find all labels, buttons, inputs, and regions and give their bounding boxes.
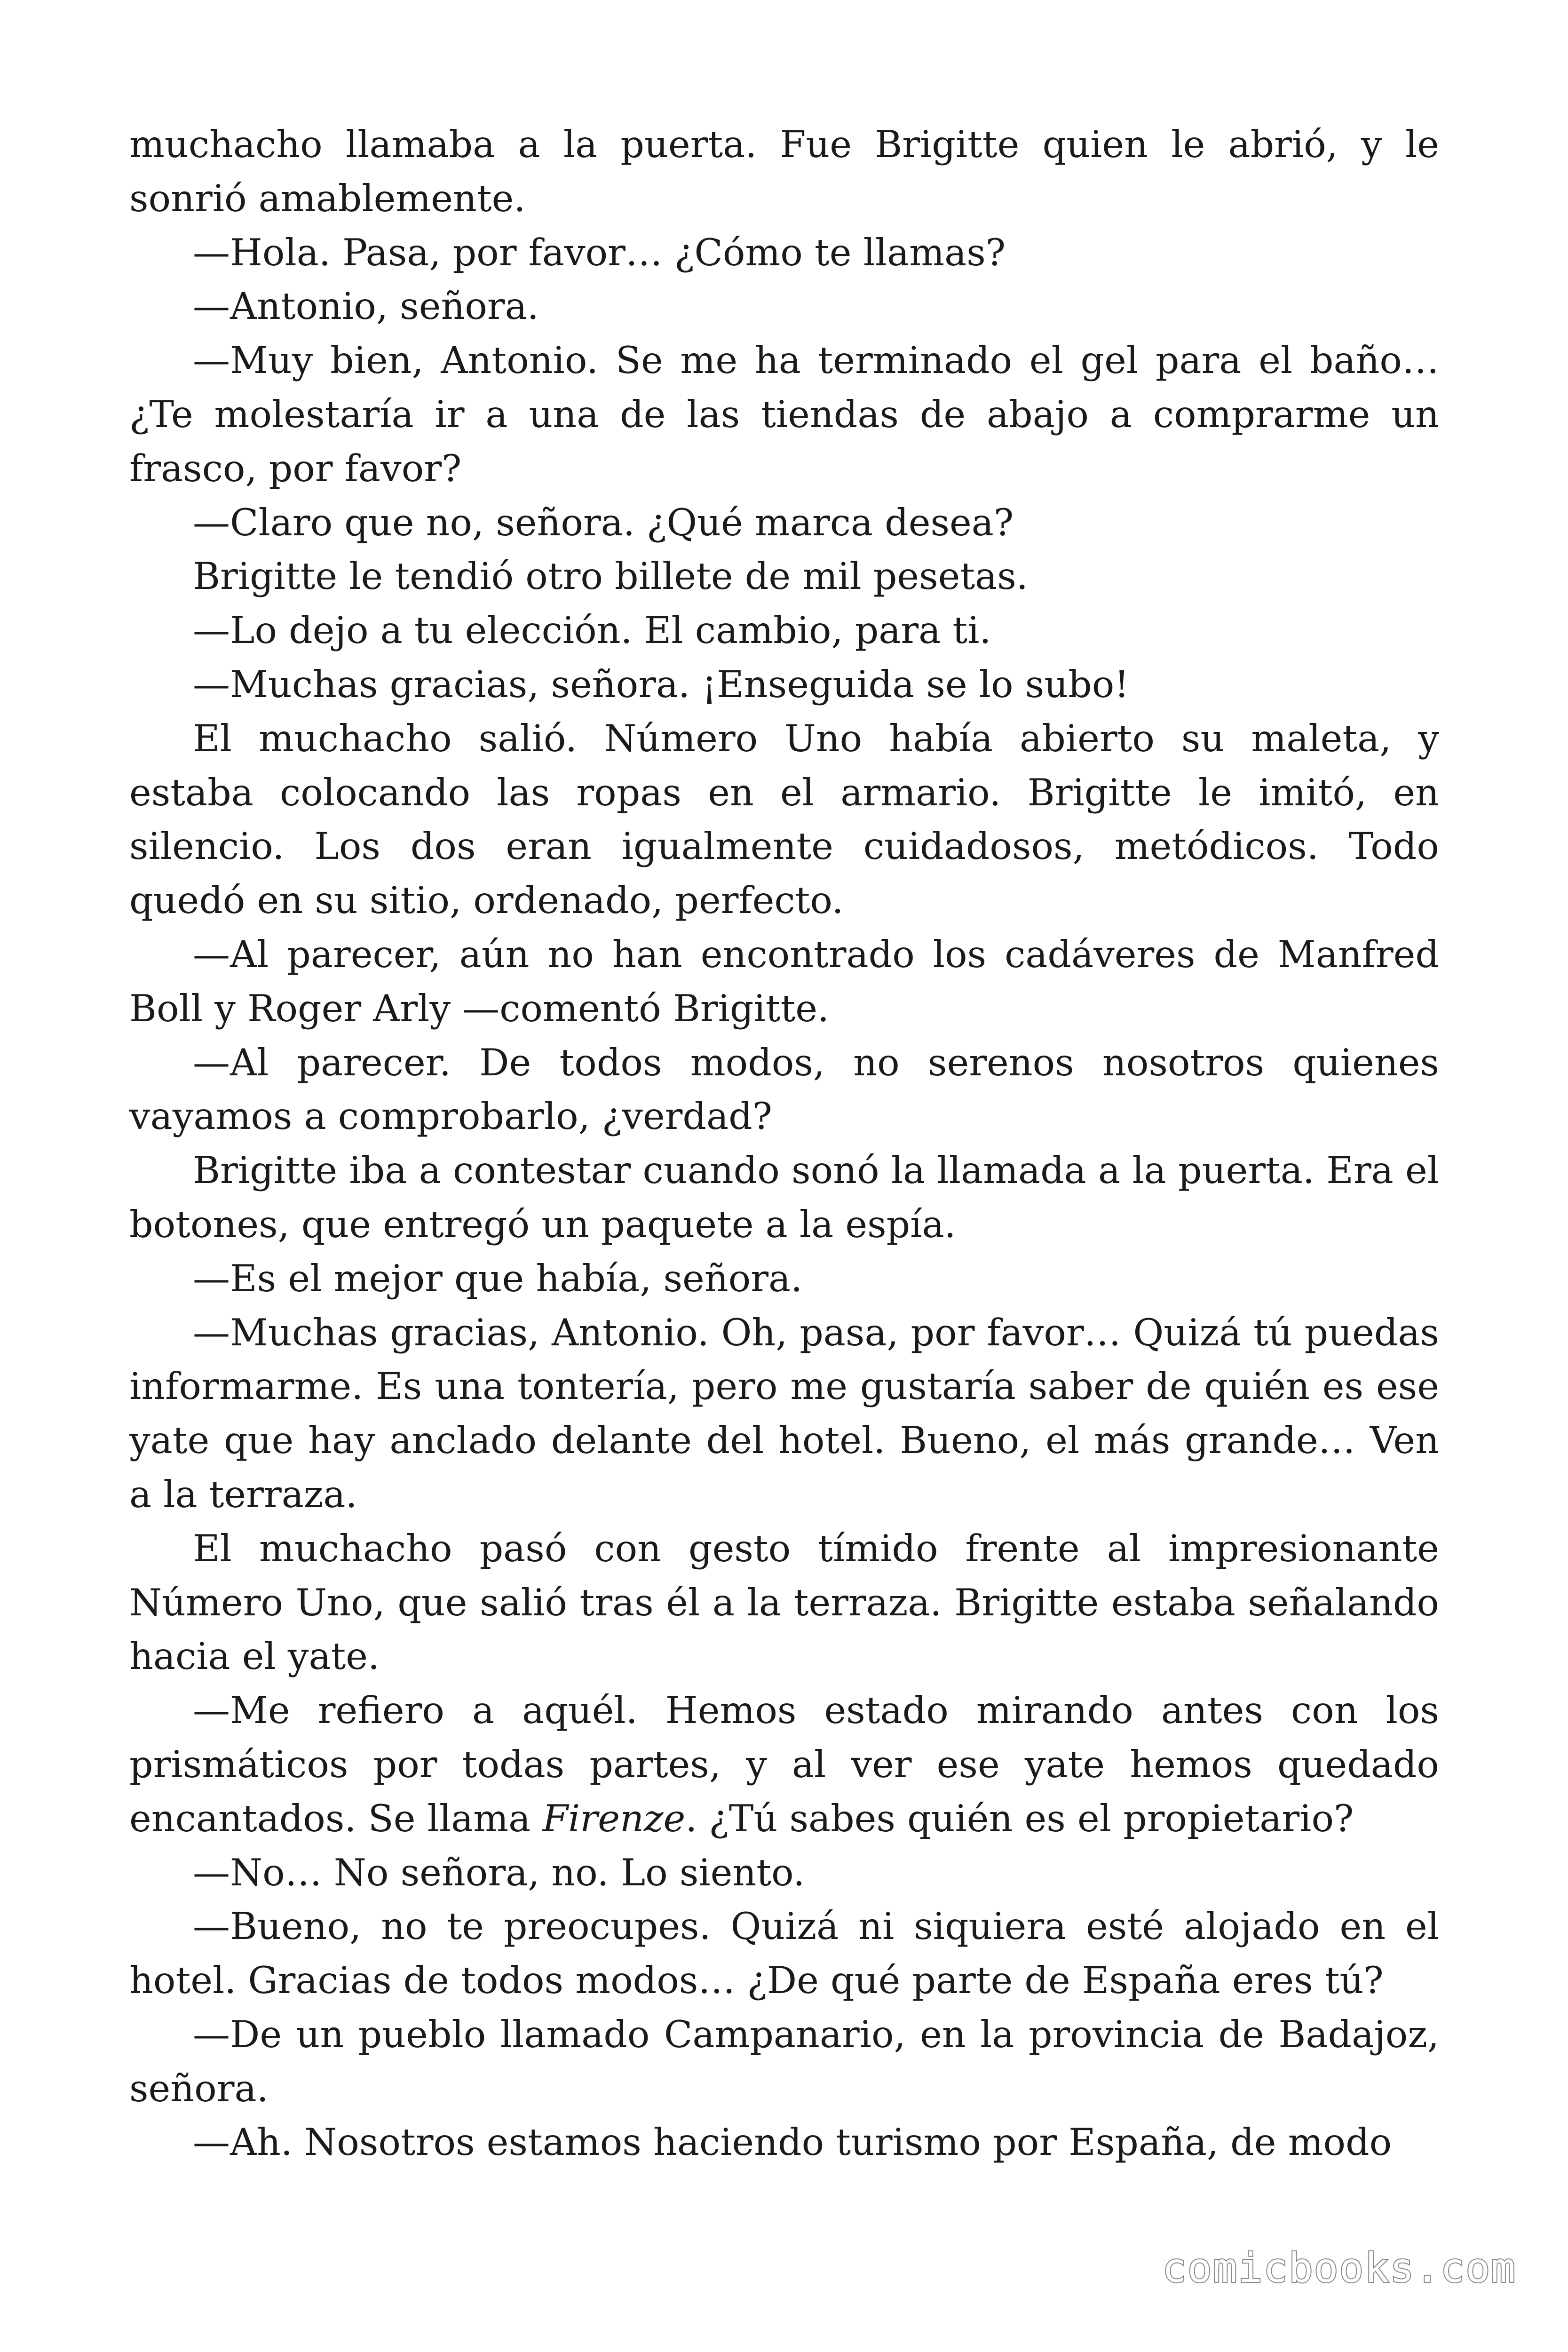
paragraph: —Ah. Nosotros estamos haciendo turismo por España, de modo [193,2121,1392,2164]
paragraph: El muchacho pasó con gesto tímido frente al impresionante Número Uno, que salió tras él a la terraza. Brigitte estaba señalando hacia el yate. [129,1526,1439,1678]
yacht-name: Firenze [542,1796,686,1840]
paragraph: —Muy bien, Antonio. Se me ha terminado el gel para el baño… ¿Te molestaría ir a una de las tiendas de abajo a comprarme un frasco, por favor? [129,339,1439,490]
paragraph: —Claro que no, señora. ¿Qué marca desea? [193,501,1014,544]
paragraph: muchacho llamaba a la puerta. Fue Brigitte quien le abrió, y le sonrió amablemente. [129,123,1439,220]
paragraph: —Al parecer, aún no han encontrado los cadáveres de Manfred Boll y Roger Arly —comentó Brigitte. [129,932,1439,1030]
paragraph-text: —Me refiero a aquél. Hemos estado mirando antes con los prismáticos por todas partes, y al ver ese yate hemos quedado encantados. Se llama [129,1689,1439,1840]
paragraph: Brigitte iba a contestar cuando sonó la llamada a la puerta. Era el botones, que entregó un paquete a la espía. [129,1149,1439,1246]
body-text [129,118,1439,2169]
paragraph: El muchacho salió. Número Uno había abierto su maleta, y estaba colocando las ropas en el armario. Brigitte le imitó, en silencio. Los dos eran igualmente cuidadosos, metódicos. Todo quedó en su sitio, ordenado, perfecto. [129,716,1439,922]
paragraph: —Bueno, no te preocupes. Quizá ni siquiera esté alojado en el hotel. Gracias de todos modos… ¿De qué parte de España eres tú? [129,1905,1439,2002]
paragraph: —Lo dejo a tu elección. El cambio, para ti. [193,609,991,652]
paragraph-text: . ¿Tú sabes quién es el propietario? [685,1796,1354,1840]
paragraph: —Es el mejor que había, señora. [193,1256,803,1300]
paragraph: —Al parecer. De todos modos, no serenos nosotros quienes vayamos a comprobarlo, ¿verdad? [129,1041,1439,1138]
paragraph: —De un pueblo llamado Campanario, en la provincia de Badajoz, señora. [129,2012,1439,2110]
paragraph: Brigitte le tendió otro billete de mil pesetas. [193,555,1028,598]
paragraph: —Hola. Pasa, por favor… ¿Cómo te llamas? [193,230,1006,274]
paragraph: —No… No señora, no. Lo siento. [193,1851,805,1894]
paragraph: —Muchas gracias, señora. ¡Enseguida se lo subo! [193,662,1130,706]
watermark: comicbooks.com [1162,2245,1516,2292]
paragraph [129,1684,1439,1845]
paragraph: —Muchas gracias, Antonio. Oh, pasa, por favor… Quizá tú puedas informarme. Es una tontería, pero me gustaría saber de quién es ese yate que hay anclado delante del hotel. Bueno, el más grande… Ven a la terraza. [129,1311,1439,1516]
paragraph: —Antonio, señora. [193,285,539,328]
